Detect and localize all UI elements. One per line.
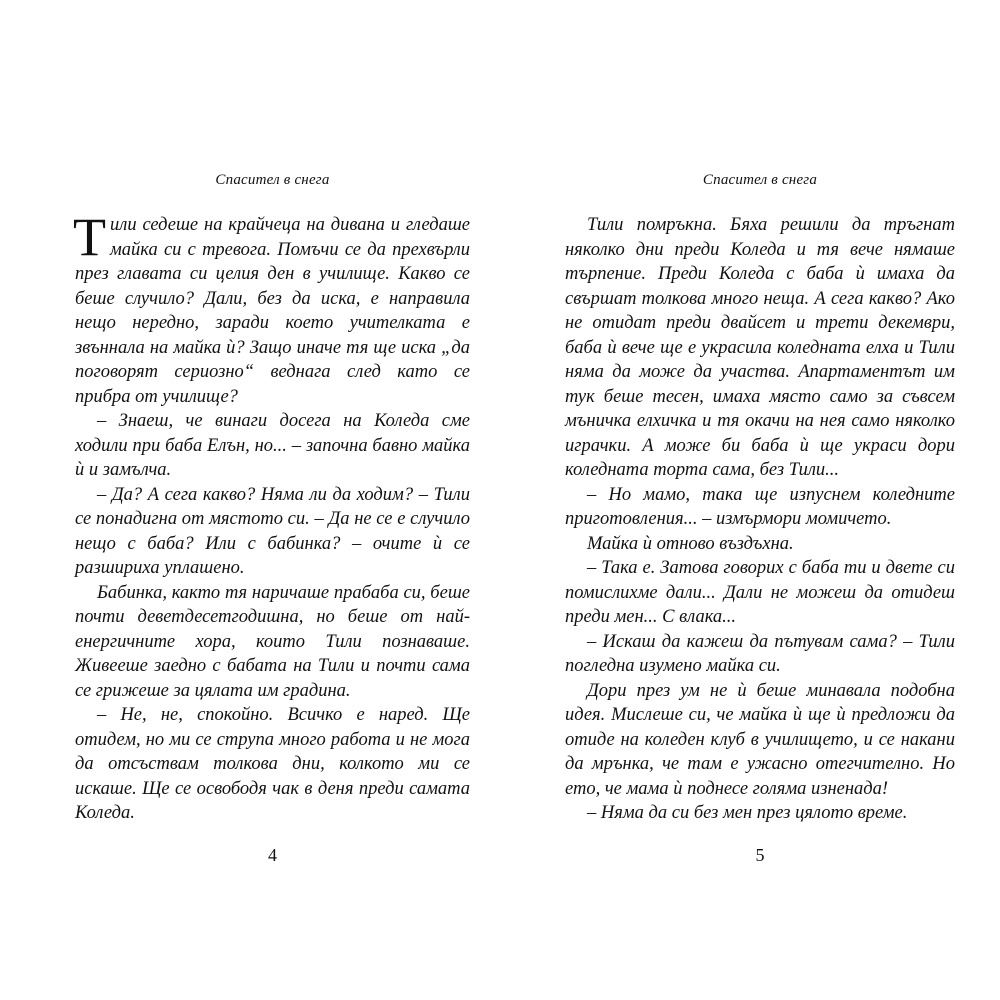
paragraph: – Не, не, спокойно. Всичко е наред. Ще отидем, но ми се струпа много работа и не мога да отсъствам толкова дни, колкото ми се искаше. Ще се освободя чак в деня преди самата Коледа. — [75, 705, 470, 823]
paragraph: – Няма да си без мен през цялото време. — [587, 803, 908, 823]
paragraph: Майка ѝ отново въздъхна. — [587, 533, 794, 554]
left-page-text — [73, 207, 470, 826]
paragraph: – Но мамо, така ще изпуснем коледните приготовления... – измърмори момичето. — [565, 484, 955, 529]
running-head-left: Спасител в снега — [215, 172, 330, 188]
paragraph: – Да? А сега какво? Няма ли да ходим? – Тили се понадигна от мястото си. – Да не се е случило нещо с баба? Или с бабинка? – очите ѝ се разшириха уплашено. — [75, 484, 470, 578]
drop-cap: Т — [73, 207, 106, 267]
running-head-right: Спасител в снега — [702, 172, 818, 188]
paragraph: – Знаеш, че винаги досега на Коледа сме ходили при баба Елън, но... – започна бавно майка ѝ и замълча. — [75, 411, 470, 480]
paragraph: Дори през ум не ѝ беше минавала подобна идея. Мислеше си, че майка ѝ ще ѝ предложи да отиде на коледен клуб в училището, и се накани да мрънка, че там е ужасно отегчително. Но ето, че мама ѝ поднесе голяма изненада! — [565, 680, 955, 799]
paragraph-1 — [73, 207, 470, 409]
left-page — [75, 0, 470, 1000]
page-number-left: 4 — [268, 845, 277, 865]
right-page-text — [565, 213, 955, 826]
paragraph-1-text: или седеше на крайчеца на дивана и гледаше майка си с тревога. Помъчи се да прехвърли през главата си целия ден в училище. Какво се беше случило? Дали, без да иска, е направила нещо нередно, заради което учителката е звъннала на майка ѝ? Защо иначе тя ще иска „да поговорят сериозно“ веднага след като се прибра от училище? — [75, 215, 470, 407]
paragraph: Тили помръкна. Бяха решили да тръгнат няколко дни преди Коледа и тя вече нямаше търпение. Преди Коледа с баба ѝ имаха да свършат толкова много неща. А сега какво? Ако не отидат преди двайсет и трети декември, баба ѝ вече ще е украсила коледната елха и Тили няма да може да участва. Апартаментът им тук беше тесен, имаха място само за съвсем мъничка елхичка и тя окачи на нея само няколко играчки. А може би баба ѝ ще украси дори коледната торта сама, без Тили... — [565, 215, 955, 480]
page-number-right: 5 — [755, 845, 765, 865]
paragraph: – Така е. Затова говорих с баба ти и двете си помислихме дали... Дали не можеш да отидеш преди мен... С влака... — [565, 558, 955, 627]
paragraph: – Искаш да кажеш да пътувам сама? – Тили погледна изумено майка си. — [565, 631, 955, 676]
right-page — [565, 0, 955, 1000]
paragraph: Бабинка, както тя наричаше прабаба си, беше почти деветдесетгодишна, но беше от най-енергичните хора, които Тили познаваше. Живееше заедно с бабата на Тили и почти сама се грижеше за цялата им градина. — [75, 582, 470, 701]
